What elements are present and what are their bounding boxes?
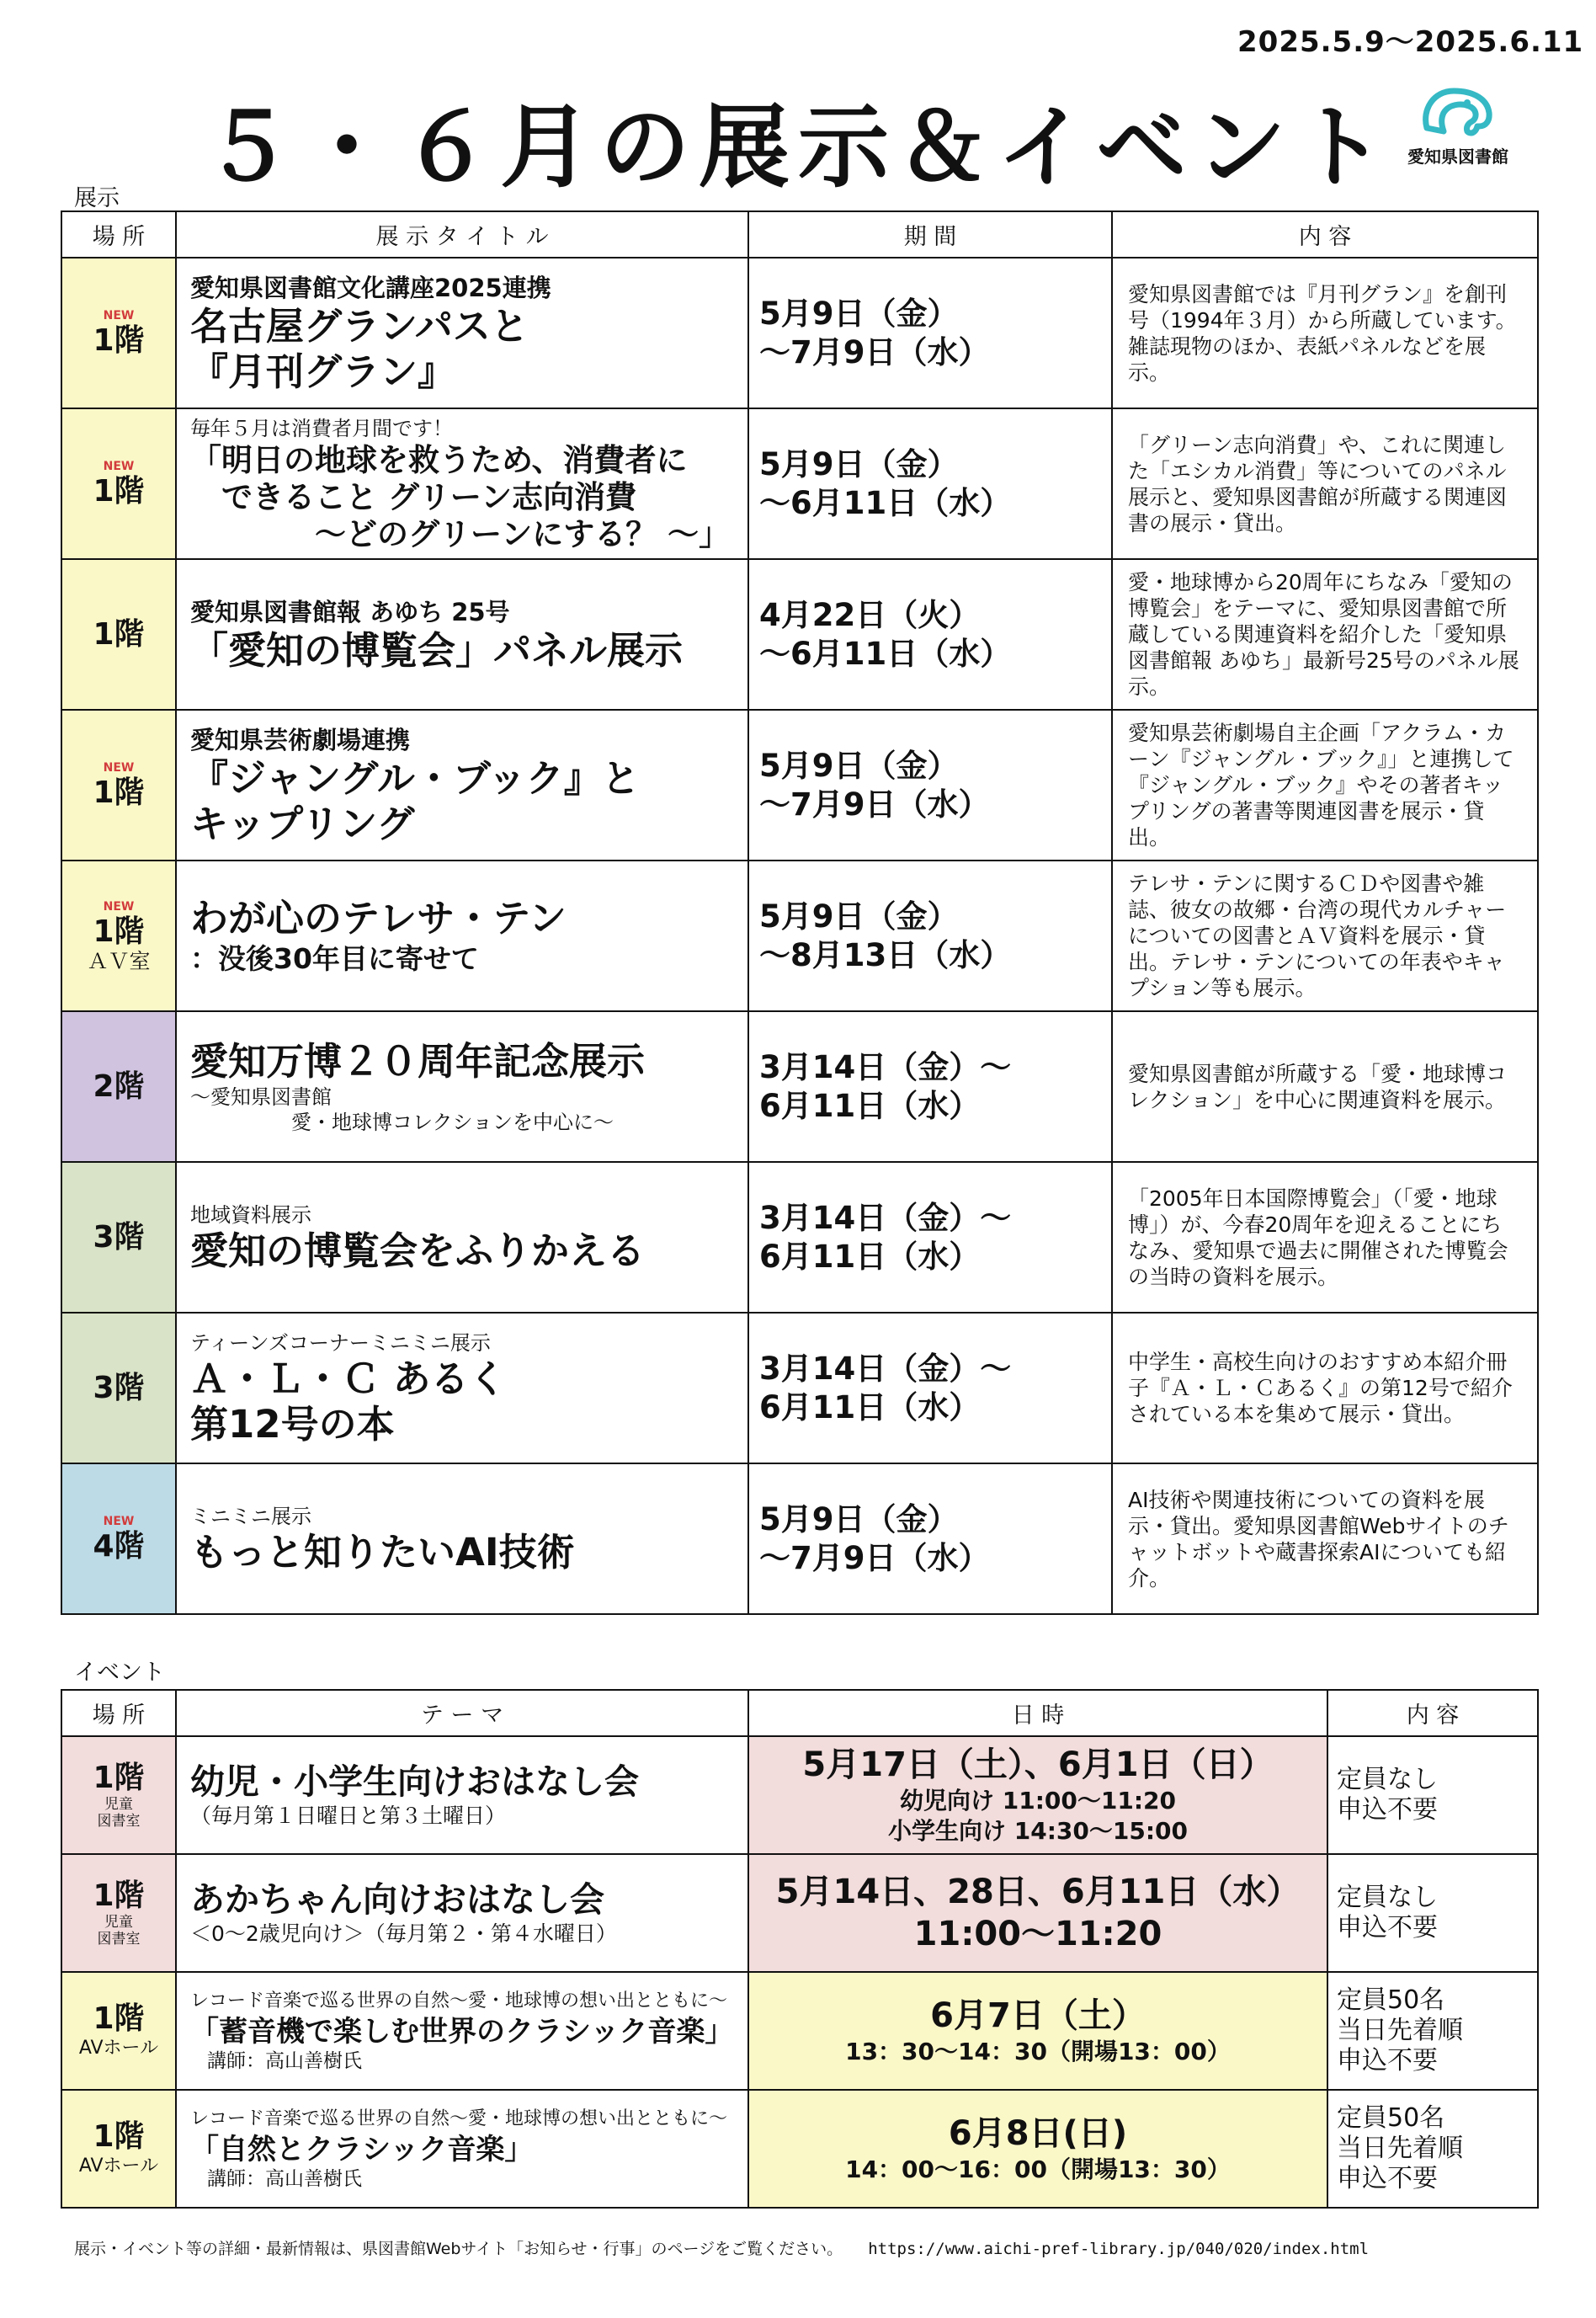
period-cell xyxy=(748,710,1112,861)
new-badge: NEW xyxy=(103,1514,135,1528)
event-note: （毎月第１日曜日と第３土曜日） xyxy=(190,1804,507,1828)
floor-cell xyxy=(61,1162,176,1313)
period-cell xyxy=(748,1463,1112,1614)
exhibit-title: 名古屋グランパスと 『月刊グラン』 xyxy=(190,303,529,394)
logo-text: 愛知県図書館 xyxy=(1407,147,1508,167)
floor-label: 1階 xyxy=(93,2119,145,2154)
exhibit-row xyxy=(61,258,1538,408)
column-header: 期 間 xyxy=(748,211,1112,258)
page-title: ５・６月の展示＆イベント xyxy=(201,95,1394,200)
event-time: 小学生向け 14:30～15:00 xyxy=(887,1817,1188,1845)
period-cell xyxy=(748,861,1112,1011)
period-line: 6月11日（水） xyxy=(759,1238,981,1275)
period-line: 3月14日（金）～ xyxy=(759,1199,1012,1236)
exhibit-title-cell xyxy=(176,1313,748,1463)
period-line: 3月14日（金）～ xyxy=(759,1350,1012,1387)
exhibit-title: 「愛知の博覧会」パネル展示 xyxy=(190,627,684,673)
period-cell xyxy=(748,408,1112,559)
event-content-line: 定員50名 xyxy=(1337,1985,1445,2015)
exhibit-pretitle: 愛知県図書館文化講座2025連携 xyxy=(190,273,551,302)
period-line: 6月11日（水） xyxy=(759,1087,981,1124)
footer-url-link[interactable]: https://www.aichi-pref-library.jp/040/020/index.html xyxy=(868,2240,1370,2258)
event-content-line: 定員50名 xyxy=(1337,2103,1445,2133)
exhibit-title-cell xyxy=(176,559,748,710)
event-time: 11:00～11:20 xyxy=(913,1915,1162,1953)
event-content-line: 申込不要 xyxy=(1337,2164,1438,2193)
period-line: ～7月9日（水） xyxy=(759,333,990,370)
event-datetime-cell xyxy=(748,1736,1327,1854)
event-content-cell xyxy=(1327,1854,1538,1972)
period-line: 4月22日（火） xyxy=(759,596,981,633)
column-header: 内 容 xyxy=(1112,211,1538,258)
exhibit-title: 愛知の博覧会をふりかえる xyxy=(190,1228,646,1273)
events-table xyxy=(61,1689,1539,2209)
event-time: 14：00～16：00（開場13：30） xyxy=(845,2155,1231,2183)
event-datetime-cell xyxy=(748,2090,1327,2208)
room-label: AVホール xyxy=(78,2155,159,2177)
period-line: 6月11日（水） xyxy=(759,1388,981,1425)
exhibit-row xyxy=(61,1162,1538,1313)
event-content-cell xyxy=(1327,1972,1538,2090)
event-content-cell xyxy=(1327,1736,1538,1854)
exhibit-title-cell xyxy=(176,1162,748,1313)
exhibit-description: 「グリーン志向消費」や、これに関連した「エシカル消費」等についてのパネル展示と、愛知県図書館が所蔵する関連図書の展示・貸出。 xyxy=(1112,408,1538,559)
event-content-line: 当日先着順 xyxy=(1337,2134,1463,2163)
event-pretitle: レコード音楽で巡る世界の自然～愛・地球博の想い出とともに～ xyxy=(190,2108,728,2129)
new-badge: NEW xyxy=(103,308,135,322)
event-theme-cell xyxy=(176,1736,748,1854)
period-line: 5月9日（金） xyxy=(759,1500,959,1537)
event-row xyxy=(61,1854,1538,1972)
exhibit-subtitle: ～愛知県図書館 愛・地球博コレクションを中心に～ xyxy=(190,1084,614,1134)
exhibit-title: もっと知りたいAI技術 xyxy=(190,1529,575,1575)
period-line: 5月9日（金） xyxy=(759,295,959,332)
floor-cell xyxy=(61,258,176,408)
event-content-cell xyxy=(1327,2090,1538,2208)
footer-text: 展示・イベント等の詳細・最新情報は、県図書館Webサイト「お知らせ・行事」のページをご覧ください。 xyxy=(74,2240,843,2258)
exhibit-description: 愛知県図書館では『月刊グラン』を創刊号（1994年３月）から所蔵しています。雑誌現物のほか、表紙パネルなどを展示。 xyxy=(1112,258,1538,408)
events-section-label: イベント xyxy=(74,1660,165,1686)
floor-cell xyxy=(61,710,176,861)
date-range: 2025.5.9～2025.6.11 xyxy=(1237,25,1584,59)
event-title: あかちゃん向けおはなし会 xyxy=(190,1879,604,1920)
period-line: ～8月13日（水） xyxy=(759,936,1012,973)
exhibit-row xyxy=(61,559,1538,710)
event-content-line: 定員なし xyxy=(1337,1765,1438,1794)
floor-label: 1階 xyxy=(93,2001,145,2036)
exhibit-title-cell xyxy=(176,710,748,861)
exhibit-pretitle: 愛知県図書館報 あゆち 25号 xyxy=(190,597,510,626)
room-label: 児童 図書室 xyxy=(97,1796,141,1830)
footer xyxy=(74,2236,1369,2259)
event-date: 5月14日、28日、6月11日（水） xyxy=(775,1873,1301,1911)
event-datetime-cell xyxy=(748,1854,1327,1972)
elephant-logo-icon xyxy=(1418,84,1498,140)
event-lecturer: 講師：高山善樹氏 xyxy=(207,2168,362,2190)
event-theme-cell xyxy=(176,1854,748,1972)
library-logo xyxy=(1391,84,1525,168)
floor-cell xyxy=(61,861,176,1011)
event-row xyxy=(61,1736,1538,1854)
exhibit-pretitle: ティーンズコーナーミニミニ展示 xyxy=(190,1330,491,1355)
event-title: 幼児・小学生向けおはなし会 xyxy=(190,1761,639,1802)
exhibit-pretitle: 地域資料展示 xyxy=(190,1202,311,1227)
period-cell xyxy=(748,258,1112,408)
exhibit-row xyxy=(61,1463,1538,1614)
event-row xyxy=(61,1972,1538,2090)
floor-cell xyxy=(61,1463,176,1614)
event-theme-cell xyxy=(176,1972,748,2090)
floor-cell xyxy=(61,2090,176,2208)
floor-label: 1階 xyxy=(93,473,145,509)
floor-cell xyxy=(61,408,176,559)
new-badge: NEW xyxy=(103,899,135,914)
floor-cell xyxy=(61,1313,176,1463)
event-content-line: 申込不要 xyxy=(1337,1913,1438,1942)
column-header: 内 容 xyxy=(1327,1690,1538,1736)
exhibit-row xyxy=(61,710,1538,861)
floor-label: 1階 xyxy=(93,1878,145,1913)
event-content-line: 申込不要 xyxy=(1337,1795,1438,1825)
exhibit-title-cell xyxy=(176,1463,748,1614)
exhibit-description: 中学生・高校生向けのおすすめ本紹介冊子『Ａ・Ｌ・Ｃあるく』の第12号で紹介されている本を集めて展示・貸出。 xyxy=(1112,1313,1538,1463)
column-header: 日 時 xyxy=(748,1690,1327,1736)
period-line: 5月9日（金） xyxy=(759,898,959,935)
event-content-line: 当日先着順 xyxy=(1337,2016,1463,2045)
table-header-row xyxy=(61,1690,1538,1736)
exhibit-subtitle: ：没後30年目に寄せて xyxy=(190,941,479,975)
event-title: 「自然とクラシック音楽」 xyxy=(190,2133,534,2166)
floor-label: 1階 xyxy=(93,775,145,810)
exhibit-row xyxy=(61,408,1538,559)
column-header: 展 示 タ イ ト ル xyxy=(176,211,748,258)
exhibit-title-cell xyxy=(176,861,748,1011)
period-cell xyxy=(748,1313,1112,1463)
column-header: 場 所 xyxy=(61,1690,176,1736)
event-theme-cell xyxy=(176,2090,748,2208)
exhibit-pretitle: 愛知県芸術劇場連携 xyxy=(190,725,411,754)
event-note: ＜0～2歳児向け＞（毎月第２・第４水曜日） xyxy=(190,1921,617,1946)
exhibit-title-cell xyxy=(176,1011,748,1162)
period-line: 5月9日（金） xyxy=(759,445,959,482)
exhibit-title-cell xyxy=(176,408,748,559)
new-badge: NEW xyxy=(103,459,135,473)
floor-cell xyxy=(61,1854,176,1972)
event-row xyxy=(61,2090,1538,2208)
floor-label: 3階 xyxy=(93,1370,145,1405)
exhibit-title: 愛知万博２０周年記念展示 xyxy=(190,1038,646,1084)
exhibit-title: Ａ・Ｌ・Ｃ あるく 第12号の本 xyxy=(190,1356,507,1447)
event-date: 6月7日（土） xyxy=(930,1996,1146,2035)
exhibit-description: 愛・地球博から20周年にちなみ「愛知の博覧会」をテーマに、愛知県図書館で所蔵している関連資料を紹介した「愛知県図書館報 あゆち」最新号25号のパネル展示。 xyxy=(1112,559,1538,710)
period-line: ～7月9日（水） xyxy=(759,1539,990,1576)
column-header: 場 所 xyxy=(61,211,176,258)
exhibits-section-label: 展示 xyxy=(74,185,120,211)
exhibit-title: 「明日の地球を救うため、消費者に できること グリーン志向消費 ～どのグリーンにする？ ～」 xyxy=(190,441,731,552)
exhibit-row xyxy=(61,1313,1538,1463)
event-date: 5月17日（土）、6月1日（日） xyxy=(802,1745,1274,1784)
exhibit-description: AI技術や関連技術についての資料を展示・貸出。愛知県図書館Webサイトのチャットボットや蔵書探索AIについても紹介。 xyxy=(1112,1463,1538,1614)
period-line: 3月14日（金）～ xyxy=(759,1048,1012,1085)
event-date: 6月8日(日) xyxy=(948,2114,1128,2153)
period-cell xyxy=(748,559,1112,710)
column-header: テ ー マ xyxy=(176,1690,748,1736)
exhibit-title: 『ジャングル・ブック』と キップリング xyxy=(190,755,640,846)
period-cell xyxy=(748,1162,1112,1313)
exhibit-pretitle: ミニミニ展示 xyxy=(190,1504,311,1528)
period-cell xyxy=(748,1011,1112,1162)
event-pretitle: レコード音楽で巡る世界の自然～愛・地球博の想い出とともに～ xyxy=(190,1990,728,2012)
event-datetime-cell xyxy=(748,1972,1327,2090)
exhibit-row xyxy=(61,1011,1538,1162)
period-line: ～7月9日（水） xyxy=(759,786,990,823)
exhibit-title: わが心のテレサ・テン xyxy=(190,895,567,941)
room-label: ＡＶ室 xyxy=(87,948,151,973)
floor-cell xyxy=(61,1011,176,1162)
event-lecturer: 講師：高山善樹氏 xyxy=(207,2050,362,2072)
floor-label: 3階 xyxy=(93,1219,145,1255)
period-line: ～6月11日（水） xyxy=(759,484,1012,521)
floor-label: 1階 xyxy=(93,322,145,358)
exhibits-table xyxy=(61,210,1539,1615)
period-line: 5月9日（金） xyxy=(759,747,959,784)
event-content-line: 申込不要 xyxy=(1337,2046,1438,2076)
event-time: 幼児向け 11:00～11:20 xyxy=(899,1787,1176,1814)
event-content-line: 定員なし xyxy=(1337,1883,1438,1912)
floor-cell xyxy=(61,1972,176,2090)
floor-cell xyxy=(61,1736,176,1854)
period-line: ～6月11日（水） xyxy=(759,635,1012,672)
floor-label: 1階 xyxy=(93,914,145,949)
exhibit-description: 愛知県芸術劇場自主企画「アクラム・カーン『ジャングル・ブック』」と連携して『ジャングル・ブック』やその著者キップリングの著書等関連図書を展示・貸出。 xyxy=(1112,710,1538,861)
exhibit-description: 愛知県図書館が所蔵する「愛・地球博コレクション」を中心に関連資料を展示。 xyxy=(1112,1011,1538,1162)
floor-label: 2階 xyxy=(93,1068,145,1104)
floor-label: 4階 xyxy=(93,1528,145,1564)
exhibit-description: 「2005年日本国際博覧会」（「愛・地球博」）が、今春20周年を迎えることにちなみ、愛知県で過去に開催された博覧会の当時の資料を展示。 xyxy=(1112,1162,1538,1313)
exhibit-row xyxy=(61,861,1538,1011)
exhibit-title-cell xyxy=(176,258,748,408)
exhibit-description: テレサ・テンに関するＣＤや図書や雑誌、彼女の故郷・台湾の現代カルチャーについての図書とＡＶ資料を展示・貸出。テレサ・テンについての年表やキャプション等も展示。 xyxy=(1112,861,1538,1011)
floor-label: 1階 xyxy=(93,1761,145,1795)
floor-label: 1階 xyxy=(93,616,145,652)
event-title: 「蓄音機で楽しむ世界のクラシック音楽」 xyxy=(190,2015,734,2049)
table-header-row xyxy=(61,211,1538,258)
exhibit-pretitle: 毎年５月は消費者月間です！ xyxy=(190,416,453,440)
room-label: 児童 図書室 xyxy=(97,1914,141,1948)
event-time: 13：30～14：30（開場13：00） xyxy=(845,2038,1231,2065)
floor-cell xyxy=(61,559,176,710)
new-badge: NEW xyxy=(103,760,135,775)
room-label: AVホール xyxy=(78,2038,159,2059)
